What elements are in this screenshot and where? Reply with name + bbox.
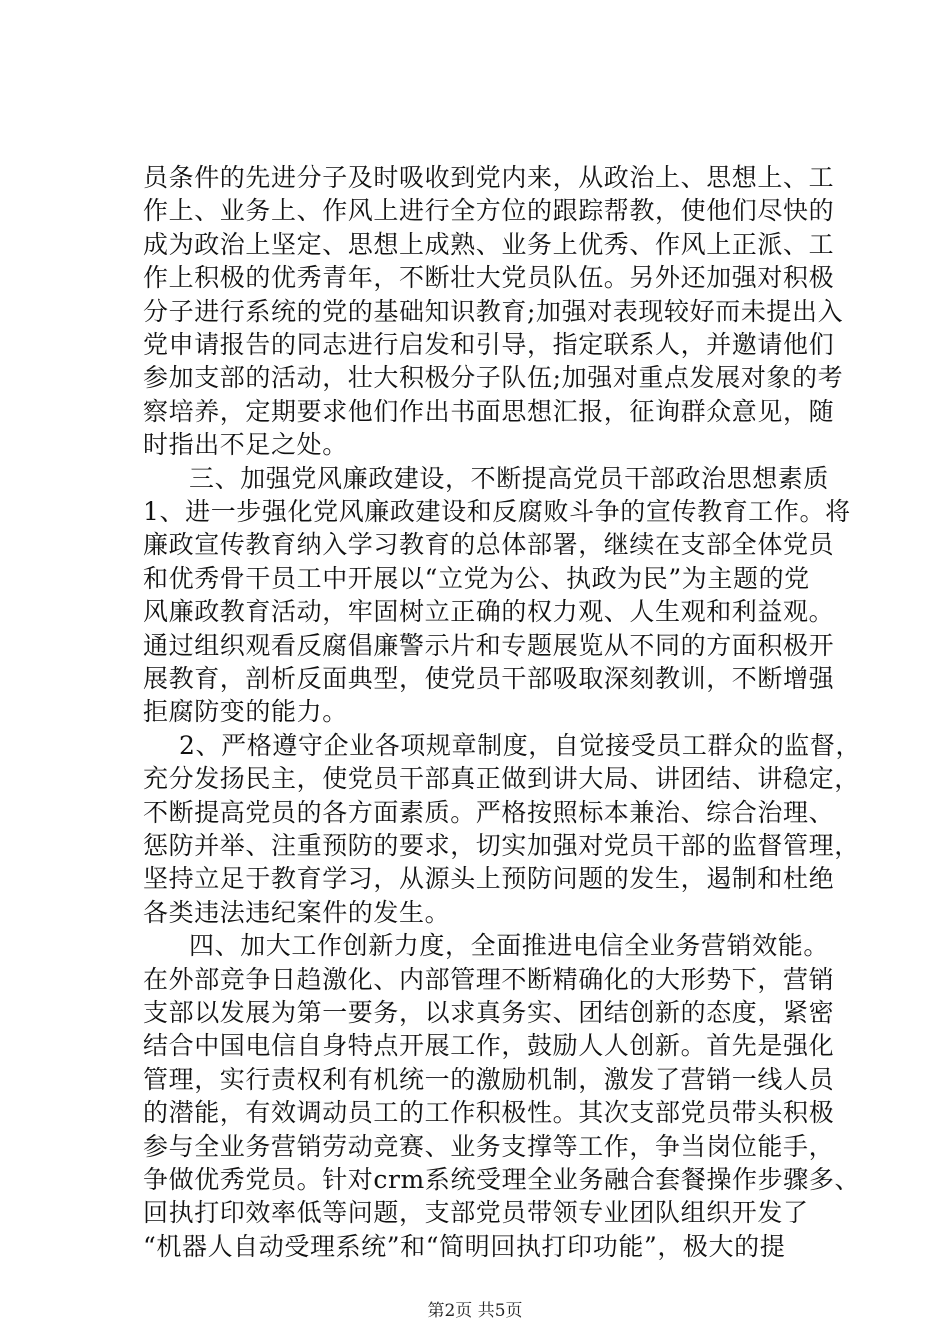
text-line: 成为政治上坚定、思想上成熟、业务上优秀、作风上正派、工	[143, 230, 835, 259]
text-line: 管理，实行责权利有机统一的激励机制，激发了营销一线人员	[143, 1065, 835, 1094]
text-line: 惩防并举、注重预防的要求，切实加强对党员干部的监督管理，	[143, 831, 860, 860]
section-heading: 四、加大工作创新力度，全面推进电信全业务营销效能。	[189, 931, 830, 960]
text-line: 坚持立足于教育学习，从源头上预防问题的发生，遏制和杜绝	[143, 864, 835, 893]
text-line: 参与全业务营销劳动竞赛、业务支撑等工作，争当岗位能手，	[143, 1132, 835, 1161]
text-line: 廉政宣传教育纳入学习教育的总体部署，继续在支部全体党员	[143, 530, 835, 559]
text-line: 不断提高党员的各方面素质。严格按照标本兼治、综合治理、	[143, 798, 835, 827]
text-line: 充分发扬民主，使党员干部真正做到讲大局、讲团结、讲稳定，	[143, 764, 860, 793]
text-line: 的潜能，有效调动员工的工作积极性。其次支部党员带头积极	[143, 1098, 835, 1127]
text-line: 和优秀骨干员工中开展以“立党为公、执政为民”为主题的党	[143, 564, 810, 593]
text-line: 在外部竞争日趋激化、内部管理不断精确化的大形势下，营销	[143, 965, 835, 994]
text-line: 2、严格遵守企业各项规章制度，自觉接受员工群众的监督，	[179, 731, 862, 760]
text-line: 通过组织观看反腐倡廉警示片和专题展览从不同的方面积极开	[143, 631, 835, 660]
text-line: 参加支部的活动，壮大积极分子队伍;加强对重点发展对象的考	[143, 363, 844, 392]
text-line: 风廉政教育活动，牢固树立正确的权力观、人生观和利益观。	[143, 597, 835, 626]
section-heading: 三、加强党风廉政建设，不断提高党员干部政治思想素质	[189, 464, 830, 493]
page-number-footer: 第2页 共5页	[427, 1301, 523, 1321]
text-line: 各类违法违纪案件的发生。	[143, 898, 451, 927]
text-line: 时指出不足之处。	[143, 430, 348, 459]
text-line: “机器人自动受理系统”和“简明回执打印功能”，极大的提	[143, 1232, 786, 1261]
text-line: 作上积极的优秀青年，不断壮大党员队伍。另外还加强对积极	[143, 263, 835, 292]
text-line: 党申请报告的同志进行启发和引导，指定联系人，并邀请他们	[143, 330, 835, 359]
text-line: 作上、业务上、作风上进行全方位的跟踪帮教，使他们尽快的	[143, 196, 835, 225]
text-line: 回执打印效率低等问题，支部党员带领专业团队组织开发了	[143, 1198, 809, 1227]
text-line: 拒腐防变的能力。	[143, 697, 348, 726]
text-line: 1、进一步强化党风廉政建设和反腐败斗争的宣传教育工作。将	[143, 497, 851, 526]
text-line: 支部以发展为第一要务，以求真务实、团结创新的态度，紧密	[143, 998, 835, 1027]
text-line: 展教育，剖析反面典型，使党员干部吸取深刻教训，不断增强	[143, 664, 835, 693]
text-line: 争做优秀党员。针对crm系统受理全业务融合套餐操作步骤多、	[143, 1165, 861, 1194]
text-line: 察培养，定期要求他们作出书面思想汇报，征询群众意见，随	[143, 397, 835, 426]
text-line: 员条件的先进分子及时吸收到党内来，从政治上、思想上、工	[143, 163, 835, 192]
text-line: 分子进行系统的党的基础知识教育;加强对表现较好而未提出入	[143, 297, 844, 326]
text-line: 结合中国电信自身特点开展工作，鼓励人人创新。首先是强化	[143, 1031, 835, 1060]
